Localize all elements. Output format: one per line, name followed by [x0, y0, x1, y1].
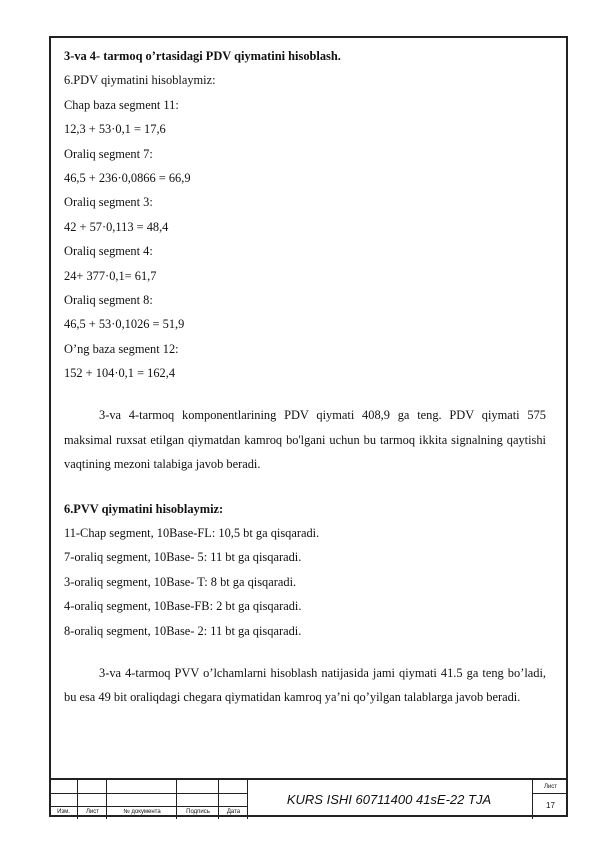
text-line: Oraliq segment 3: [64, 195, 153, 210]
formula-line: 24+ 377·0,1= 61,7 [64, 268, 157, 283]
text-line: Oraliq segment 4: [64, 244, 153, 259]
document-code-title: KURS ISHI 60711400 41sE-22 TJA [286, 792, 492, 807]
text-line: 4-oraliq segment, 10Base-FB: 2 bt ga qisqaradi. [64, 599, 302, 614]
section-heading: 3-va 4- tarmoq o’rtasidagi PDV qiymatini hisoblash. [64, 49, 341, 63]
stamp-label-date: Дата [226, 809, 241, 815]
formula-line: 152 + 104·0,1 = 162,4 [64, 366, 176, 381]
sheet-label: Лист [543, 784, 558, 790]
text-line: 11-Chap segment, 10Base-FL: 10,5 bt ga qisqaradi. [64, 526, 320, 541]
formula-line: 46,5 + 53·0,1026 = 51,9 [64, 317, 185, 332]
formula-line: 42 + 57·0,113 = 48,4 [64, 219, 169, 234]
text-line: Oraliq segment 8: [64, 292, 153, 307]
text-line: Oraliq segment 7: [64, 146, 153, 161]
document-body [64, 44, 546, 710]
text-line: O’ng baza segment 12: [64, 341, 179, 356]
text-line: 6.PDV qiymatini hisoblaymiz: [64, 73, 216, 88]
stamp-label-izm: Изм. [57, 809, 70, 815]
title-block [49, 778, 568, 819]
sheet-number: 17 [546, 801, 555, 810]
formula-line: 12,3 + 53·0,1 = 17,6 [64, 122, 166, 137]
section-heading-pvv: 6.PVV qiymatini hisoblaymiz: [64, 501, 224, 516]
formula-line: 46,5 + 236·0,0866 = 66,9 [64, 170, 191, 185]
paragraph-pdv-conclusion: 3-va 4-tarmoq komponentlarining PDV qiymati 408,9 ga teng. PDV qiymati 575 maksimal ruxsat etilgan qiymatdan kamroq bo'lgani uchun bu tarmoq ikkita signalning qaytishi vaqtining mezoni talabiga javob beradi. [64, 408, 546, 472]
stamp-label-list: Лист [85, 809, 100, 815]
paragraph-pvv-conclusion: 3-va 4-tarmoq PVV o’lchamlarni hisoblash natijasida jami qiymati 41.5 ga teng bo’ladi, bu esa 49 bit oraliqdagi chegara qiymatidan kamroq ya’ni qo’yilgan talablarga javob beradi. [64, 666, 546, 705]
text-line: 3-oraliq segment, 10Base- T: 8 bt ga qisqaradi. [64, 574, 297, 589]
stamp-label-signature: Подпись [186, 809, 210, 815]
text-line: Chap baza segment 11: [64, 97, 179, 112]
stamp-label-document: № документа [123, 809, 161, 815]
text-line: 7-oraliq segment, 10Base- 5: 11 bt ga qisqaradi. [64, 550, 302, 565]
text-line: 8-oraliq segment, 10Base- 2: 11 bt ga qisqaradi. [64, 623, 302, 638]
